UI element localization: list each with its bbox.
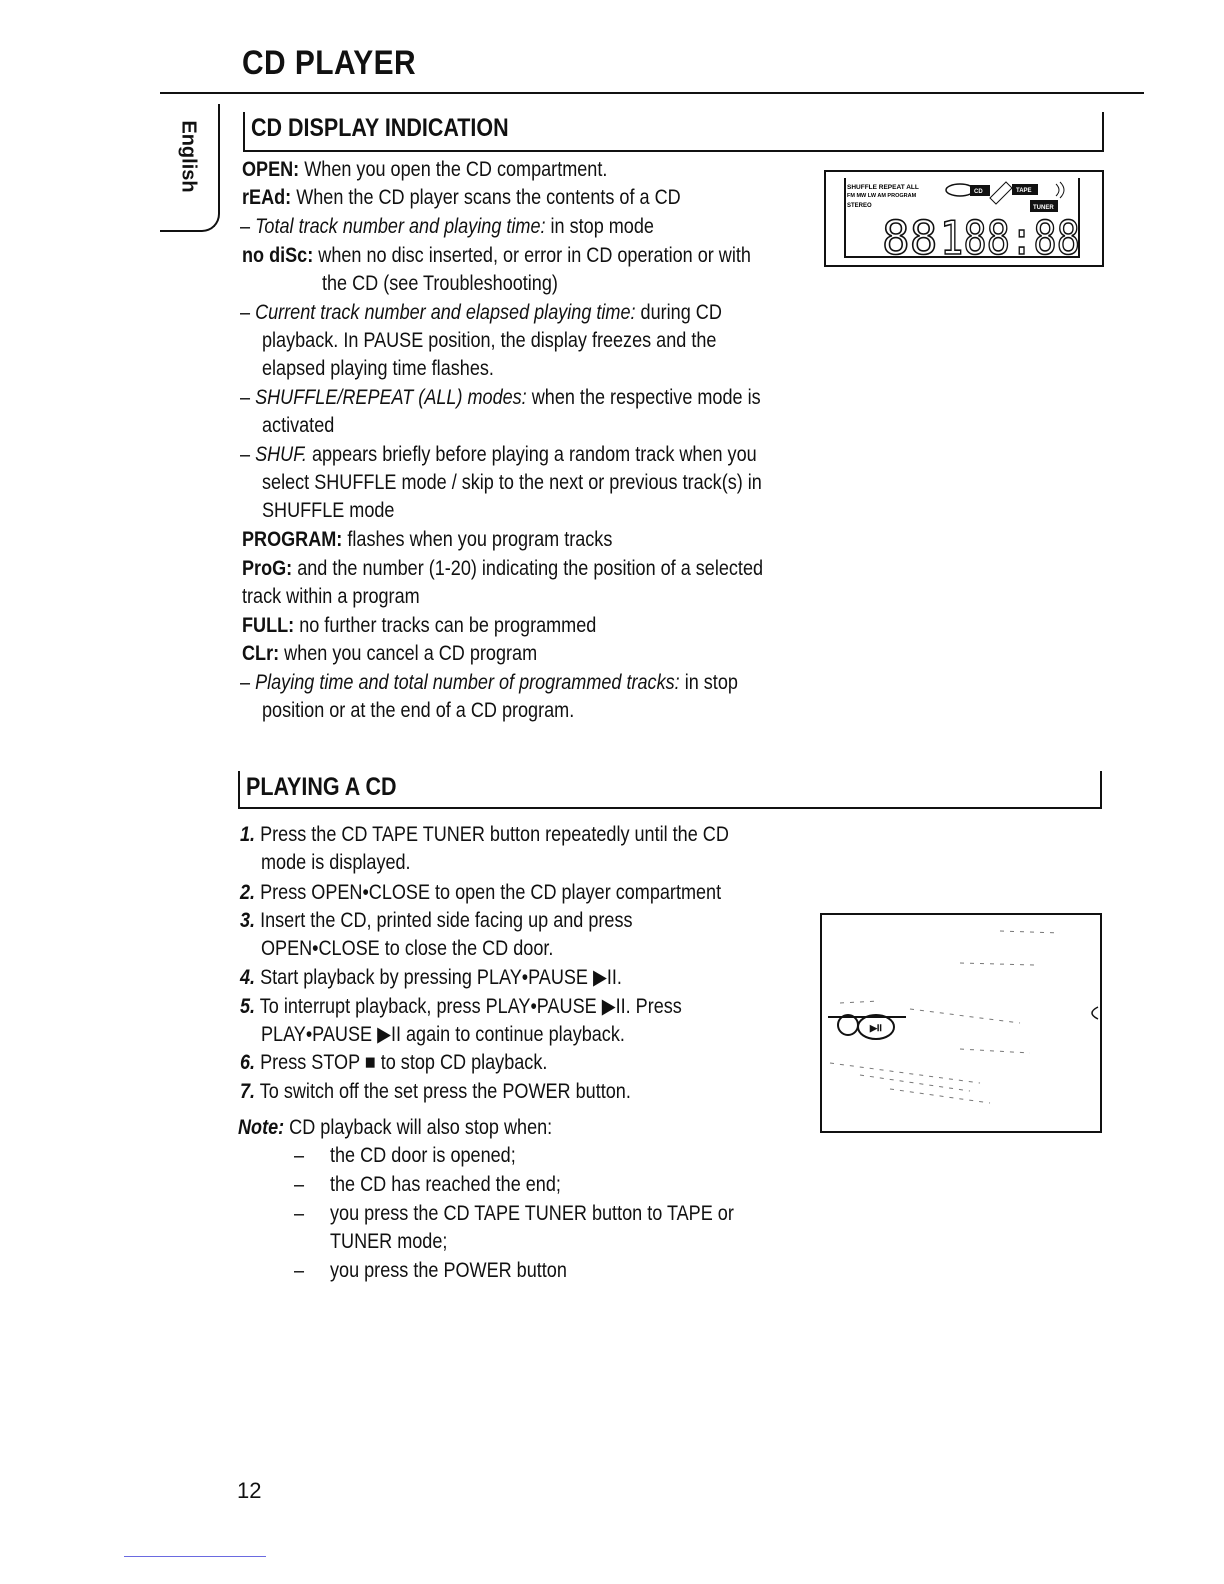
- lcd-time-digits: 188:88: [940, 211, 1080, 265]
- display-line: [262, 697, 574, 726]
- display-line: [242, 184, 681, 213]
- section-header-cd-display: [243, 112, 1104, 152]
- step-text: OPEN•CLOSE to close the CD door.: [261, 937, 554, 960]
- step-text: PLAY•PAUSE ▶II again to continue playback.: [261, 1023, 625, 1046]
- note-item: you press the CD TAPE TUNER button to TAPE or: [330, 1202, 734, 1225]
- step-text: Press the CD TAPE TUNER button repeatedly until the CD: [260, 823, 729, 846]
- indicator-desc: when you cancel a CD program: [284, 642, 538, 665]
- indicator-desc: flashes when you program tracks: [347, 528, 613, 551]
- indicator-desc: during CD: [640, 301, 722, 324]
- step-line: [240, 821, 729, 850]
- step-number: 1.: [240, 823, 256, 846]
- indicator-italic: SHUF.: [255, 443, 307, 466]
- step-text: mode is displayed.: [261, 851, 411, 874]
- indicator-desc: position or at the end of a CD program.: [262, 699, 575, 722]
- indicator-term: ProG:: [242, 557, 293, 580]
- step-text: Start playback by pressing PLAY•PAUSE ▶II.: [260, 966, 622, 989]
- step-line: [240, 1078, 631, 1107]
- step-text: To switch off the set press the POWER button.: [259, 1080, 631, 1103]
- step-line: [240, 993, 682, 1022]
- indicator-desc: when no disc inserted, or error in CD operation or with: [318, 244, 751, 267]
- step-text: To interrupt playback, press PLAY•PAUSE ▶II. Press: [259, 995, 682, 1018]
- svg-text:TUNER: TUNER: [1033, 205, 1054, 211]
- lcd-stereo: STEREO: [847, 203, 872, 209]
- note-item: you press the POWER button: [330, 1259, 567, 1282]
- indicator-term: FULL:: [242, 614, 295, 637]
- bottom-rule: [124, 1556, 266, 1557]
- indicator-italic: Playing time and total number of programmed tracks:: [255, 671, 680, 694]
- step-text: Press STOP ■ to stop CD playback.: [260, 1051, 548, 1074]
- indicator-desc: elapsed playing time flashes.: [262, 357, 494, 380]
- lcd-shuffle-repeat: SHUFFLE REPEAT ALL: [847, 184, 919, 191]
- step-number: 7.: [240, 1080, 256, 1103]
- step-number: 4.: [240, 966, 256, 989]
- svg-text:▶II: ▶II: [870, 1023, 882, 1033]
- display-line: [242, 583, 420, 612]
- svg-text:TAPE: TAPE: [1016, 188, 1032, 194]
- indicator-desc: no further tracks can be programmed: [299, 614, 597, 637]
- lcd-bands: FM MW LW AM PROGRAM: [847, 193, 917, 199]
- step-line: [240, 879, 721, 908]
- step-text: Insert the CD, printed side facing up and press: [260, 909, 633, 932]
- step-line: [261, 935, 553, 964]
- note-dash: –: [294, 1202, 305, 1225]
- note-item: TUNER mode;: [330, 1230, 448, 1253]
- cd-disc-icon: [946, 184, 974, 196]
- indicator-desc: activated: [262, 414, 335, 437]
- indicator-term: no diSc:: [242, 244, 314, 267]
- indicator-term: OPEN:: [242, 158, 300, 181]
- section-title: CD DISPLAY INDICATION: [251, 114, 509, 142]
- step-number: 6.: [240, 1051, 256, 1074]
- note-item: the CD has reached the end;: [330, 1173, 561, 1196]
- indicator-desc: playback. In PAUSE position, the display freezes and the: [262, 329, 717, 352]
- display-line: [242, 612, 596, 641]
- cd-player-sketch: [820, 913, 1102, 1133]
- indicator-desc: track within a program: [242, 585, 420, 608]
- display-line: – SHUFFLE/REPEAT (ALL) modes: when the respective mode is: [240, 386, 761, 409]
- step-line: [240, 964, 622, 993]
- step-text: Press OPEN•CLOSE to open the CD player compartment: [260, 881, 722, 904]
- step-line: [261, 1021, 625, 1050]
- section-header-playing-cd: [238, 771, 1102, 809]
- indicator-italic: SHUFFLE/REPEAT (ALL) modes:: [255, 386, 527, 409]
- indicator-term: PROGRAM:: [242, 528, 343, 551]
- note-dash: –: [294, 1259, 305, 1282]
- indicator-desc: the CD (see Troubleshooting): [322, 272, 558, 295]
- display-line: [262, 412, 334, 441]
- step-line: [261, 849, 411, 878]
- display-line: – Playing time and total number of programmed tracks: in stop: [240, 671, 738, 694]
- step-line: [240, 907, 633, 936]
- page-title: CD PLAYER: [242, 44, 417, 82]
- note: [238, 1114, 552, 1143]
- indicator-desc: When you open the CD compartment.: [304, 158, 608, 181]
- display-line: [242, 526, 612, 555]
- antenna-icon: [1056, 182, 1064, 198]
- indicator-desc: When the CD player scans the contents of a CD: [296, 186, 681, 209]
- indicator-desc: in stop mode: [550, 215, 654, 238]
- step-number: 5.: [240, 995, 256, 1018]
- display-line: [242, 156, 607, 185]
- display-line: [262, 327, 716, 356]
- step-line: [240, 1049, 547, 1078]
- cd-buttons-icon: [828, 1015, 906, 1039]
- indicator-desc: SHUFFLE mode: [262, 499, 395, 522]
- indicator-desc: select SHUFFLE mode / skip to the next or previous track(s) in: [262, 471, 762, 494]
- indicator-desc: appears briefly before playing a random track when you: [311, 443, 757, 466]
- step-number: 2.: [240, 881, 256, 904]
- display-line: [262, 355, 494, 384]
- lcd-track-digits: 88: [882, 211, 938, 265]
- step-number: 3.: [240, 909, 256, 932]
- note-item: the CD door is opened;: [330, 1144, 516, 1167]
- indicator-term: rEAd:: [242, 186, 292, 209]
- note-label: Note:: [238, 1116, 285, 1139]
- display-line: [262, 469, 762, 498]
- indicator-italic: Current track number and elapsed playing time:: [255, 301, 636, 324]
- display-line: [322, 270, 558, 299]
- page-number: 12: [237, 1478, 262, 1503]
- display-line: [242, 555, 763, 584]
- note-dash: –: [294, 1144, 305, 1167]
- language-tab-label: English: [177, 120, 200, 193]
- display-line: – SHUF. appears briefly before playing a random track when you: [240, 443, 757, 466]
- indicator-italic: Total track number and playing time:: [255, 215, 546, 238]
- note-text: CD playback will also stop when:: [289, 1116, 553, 1139]
- display-line: – Total track number and playing time: in stop mode: [240, 215, 654, 238]
- indicator-desc: and the number (1-20) indicating the position of a selected: [297, 557, 764, 580]
- indicator-desc: when the respective mode is: [531, 386, 761, 409]
- title-rule: [160, 92, 1144, 94]
- cassette-icon: [990, 182, 1012, 204]
- lcd-display-graphic: [844, 176, 1084, 265]
- note-dash: –: [294, 1173, 305, 1196]
- indicator-desc: in stop: [684, 671, 738, 694]
- svg-text:CD: CD: [974, 189, 983, 195]
- display-line: – Current track number and elapsed playing time: during CD: [240, 301, 722, 324]
- display-line: [262, 497, 394, 526]
- display-line: [242, 242, 751, 271]
- section-title: PLAYING A CD: [246, 773, 397, 801]
- display-line: [242, 640, 537, 669]
- indicator-term: CLr:: [242, 642, 280, 665]
